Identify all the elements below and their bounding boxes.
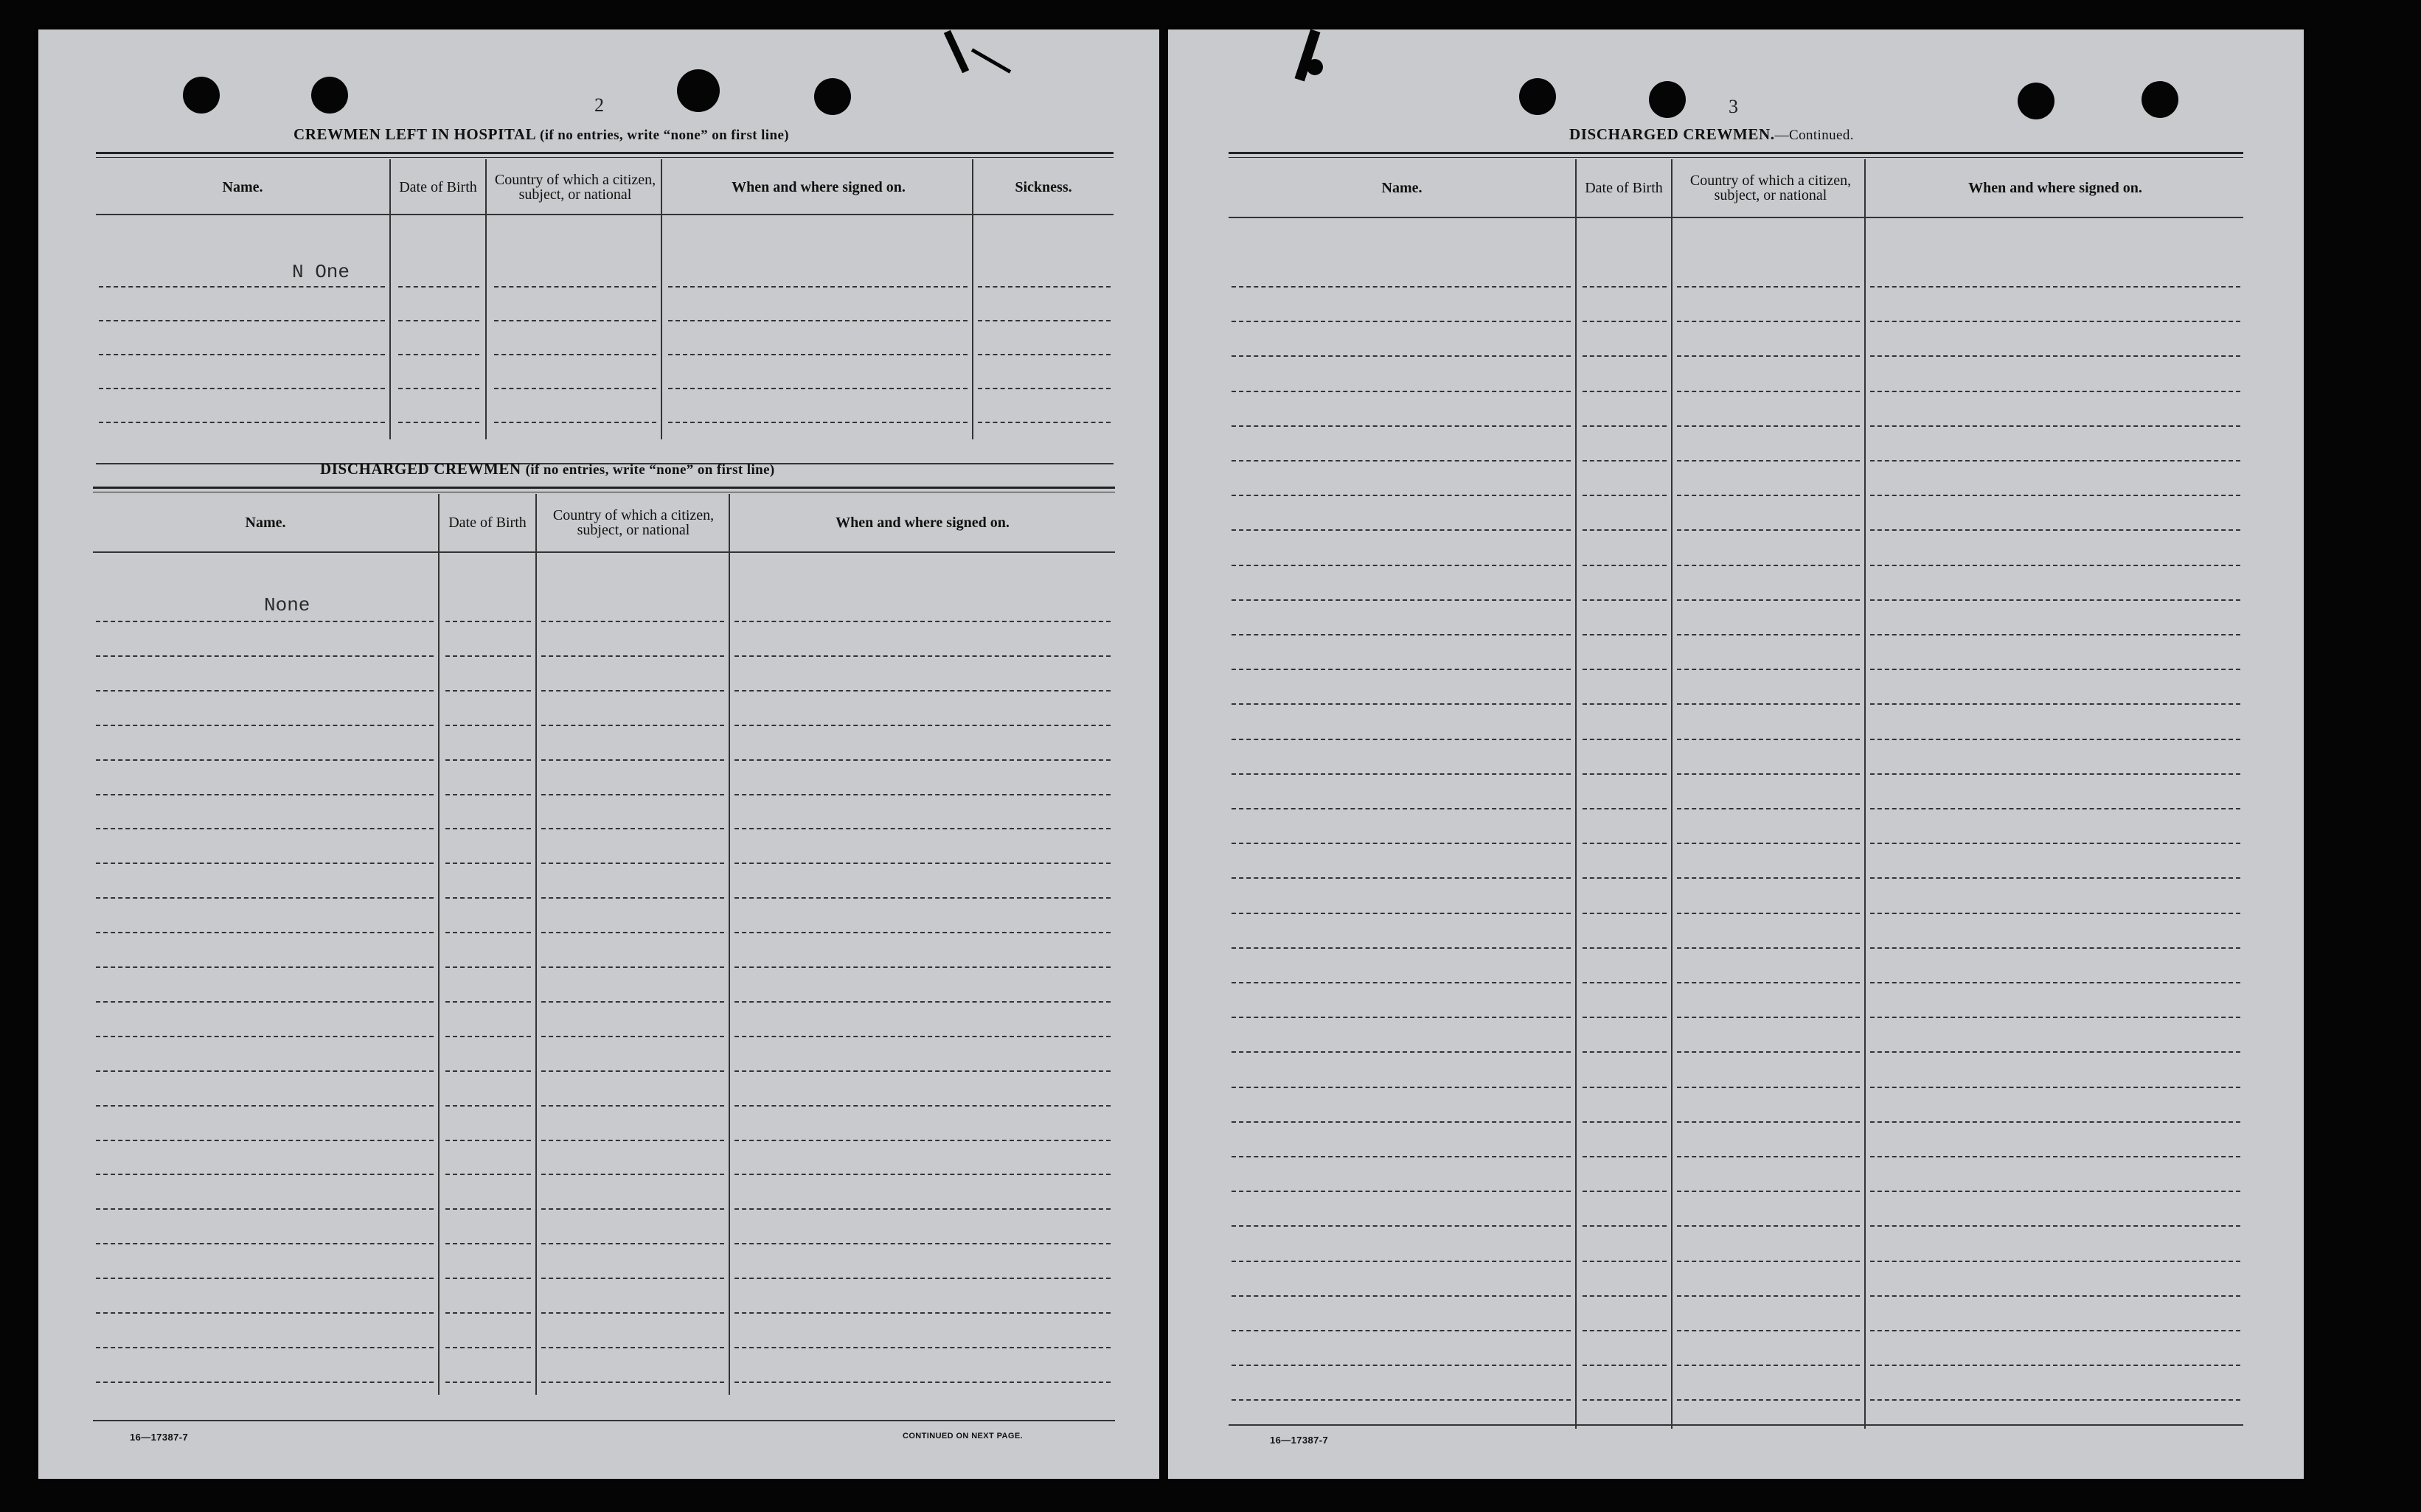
ruled-line (1583, 391, 1667, 392)
ruled-line (1677, 947, 1860, 949)
ruled-line (1677, 982, 1860, 983)
ruled-line (1677, 1399, 1860, 1401)
ruled-line (96, 1036, 434, 1037)
ruled-line (1232, 1261, 1571, 1262)
ruled-line (1583, 1330, 1667, 1331)
ruled-line (541, 690, 724, 691)
ruled-line (99, 422, 385, 423)
ruled-line (1870, 321, 2240, 322)
ruled-line (1677, 739, 1860, 740)
ruled-line (445, 759, 531, 761)
ruled-line (541, 932, 724, 933)
punch-hole (814, 78, 851, 115)
ruled-line (1677, 460, 1860, 461)
ruled-line (494, 422, 656, 423)
ruled-line (494, 320, 656, 321)
ruled-line (541, 1174, 724, 1175)
ruled-line (96, 1001, 434, 1003)
left-page (38, 29, 1159, 1479)
header-sickness: Sickness. (1015, 178, 1072, 195)
ruled-line (1870, 529, 2240, 531)
ruled-line (1583, 1399, 1667, 1401)
ruled-line (1232, 982, 1571, 983)
ruled-line (398, 320, 479, 321)
ruled-line (1870, 1399, 2240, 1401)
ruled-line (96, 1278, 434, 1279)
ruled-line (1870, 739, 2240, 740)
ruled-line (1232, 565, 1571, 566)
punch-hole (677, 69, 720, 112)
form-number: 16—17387-7 (1270, 1435, 1329, 1446)
ruled-line (445, 690, 531, 691)
ruled-line (1583, 1295, 1667, 1297)
ruled-line (1677, 877, 1860, 879)
ruled-line (1583, 1191, 1667, 1192)
ruled-line (1677, 1017, 1860, 1018)
ruled-line (1677, 565, 1860, 566)
ruled-line (1232, 1191, 1571, 1192)
right-section-title (1569, 125, 1854, 144)
ruled-line (1677, 703, 1860, 705)
header-signed-on: When and where signed on. (836, 514, 1010, 531)
ruled-line (445, 1208, 531, 1210)
ruled-line (978, 422, 1111, 423)
ruled-line (1870, 947, 2240, 949)
ruled-line (445, 1140, 531, 1141)
ruled-line (96, 1382, 434, 1383)
ruled-line (1232, 739, 1571, 740)
hospital-section-title (293, 125, 789, 144)
ruled-line (445, 1036, 531, 1037)
ruled-line (541, 1312, 724, 1314)
ruled-line (1677, 773, 1860, 775)
ruled-line (1583, 599, 1667, 601)
ruled-line (734, 655, 1111, 657)
right-page (1168, 29, 2304, 1479)
ruled-line (1583, 321, 1667, 322)
ruled-line (1870, 355, 2240, 357)
ruled-line (1232, 1295, 1571, 1297)
ruled-line (1870, 460, 2240, 461)
ruled-line (1583, 1365, 1667, 1366)
ruled-line (1232, 913, 1571, 914)
ruled-line (1677, 808, 1860, 809)
discharged-section-title (320, 460, 775, 478)
ruled-line (96, 897, 434, 899)
hospital-table (96, 152, 1114, 467)
ruled-line (1677, 529, 1860, 531)
ruled-line (445, 1001, 531, 1003)
ruled-line (1870, 1225, 2240, 1227)
ruled-line (96, 863, 434, 864)
ruled-line (734, 1001, 1111, 1003)
ruled-line (1677, 1330, 1860, 1331)
ruled-line (541, 621, 724, 622)
ruled-line (1232, 634, 1571, 635)
ruled-line (445, 1174, 531, 1175)
ruled-line (1583, 495, 1667, 496)
ruled-line (1232, 669, 1571, 670)
discharged-title-note: (if no entries, write “none” on first line) (525, 462, 775, 478)
ruled-line (494, 354, 656, 355)
ruled-line (445, 1382, 531, 1383)
ruled-line (668, 354, 968, 355)
ruled-line (734, 1070, 1111, 1072)
ruled-line (541, 828, 724, 829)
ruled-line (1870, 1365, 2240, 1366)
ruled-line (96, 655, 434, 657)
ruled-line (1583, 1087, 1667, 1088)
ruled-line (1583, 355, 1667, 357)
ruled-line (96, 1174, 434, 1175)
header-date-of-birth: Date of Birth (399, 179, 477, 195)
ruled-line (1232, 877, 1571, 879)
ruled-line (1232, 1365, 1571, 1366)
ruled-line (1583, 947, 1667, 949)
discharged-first-entry: None (264, 594, 310, 616)
ruled-line (1232, 1330, 1571, 1331)
ruled-line (1677, 1156, 1860, 1157)
ruled-line (96, 1312, 434, 1314)
ruled-line (96, 1208, 434, 1210)
ruled-line (1677, 1087, 1860, 1088)
ruled-line (978, 286, 1111, 288)
ruled-line (445, 1347, 531, 1348)
ruled-line (1583, 460, 1667, 461)
ruled-line (1232, 286, 1571, 288)
ruled-line (668, 422, 968, 423)
ruled-line (96, 828, 434, 829)
header-signed-on: When and where signed on. (1968, 179, 2142, 196)
continued-note: CONTINUED ON NEXT PAGE. (903, 1432, 1024, 1440)
ruled-line (734, 932, 1111, 933)
ruled-line (1583, 739, 1667, 740)
header-country: Country of which a citizen, subject, or national (494, 172, 656, 203)
ruled-line (978, 320, 1111, 321)
ruled-line (1870, 982, 2240, 983)
ruled-line (1583, 634, 1667, 635)
ruled-line (445, 828, 531, 829)
ruled-line (1232, 1399, 1571, 1401)
header-name: Name. (245, 514, 286, 531)
ruled-line (1232, 355, 1571, 357)
ruled-line (734, 863, 1111, 864)
ruled-line (445, 621, 531, 622)
ruled-line (541, 1243, 724, 1244)
ruled-line (1232, 843, 1571, 844)
hospital-first-entry: N One (292, 261, 350, 283)
ruled-line (445, 655, 531, 657)
ruled-line (1870, 1295, 2240, 1297)
ruled-line (734, 725, 1111, 726)
ruled-line (734, 1243, 1111, 1244)
ruled-line (1232, 1225, 1571, 1227)
ruled-line (1870, 913, 2240, 914)
paper-tear (1307, 59, 1323, 75)
ruled-line (734, 1208, 1111, 1210)
ruled-line (445, 1278, 531, 1279)
ruled-line (1870, 634, 2240, 635)
ruled-line (398, 286, 479, 288)
ruled-line (1870, 565, 2240, 566)
ruled-line (1232, 947, 1571, 949)
ruled-line (1870, 286, 2240, 288)
ruled-line (445, 1070, 531, 1072)
ruled-line (1232, 1017, 1571, 1018)
ruled-line (445, 863, 531, 864)
ruled-line (1232, 391, 1571, 392)
ruled-line (1583, 565, 1667, 566)
ruled-line (96, 1243, 434, 1244)
punch-hole (2018, 83, 2054, 119)
ruled-line (99, 320, 385, 321)
ruled-line (445, 794, 531, 795)
ruled-line (96, 1070, 434, 1072)
ruled-line (1232, 460, 1571, 461)
ruled-line (1870, 1156, 2240, 1157)
ruled-line (1870, 1087, 2240, 1088)
paper-tear (971, 48, 1011, 73)
page-number: 2 (594, 94, 604, 116)
ruled-line (1583, 877, 1667, 879)
ruled-line (1870, 599, 2240, 601)
ruled-line (1583, 1121, 1667, 1123)
ruled-line (1583, 1261, 1667, 1262)
ruled-line (1583, 982, 1667, 983)
ruled-line (1677, 391, 1860, 392)
ruled-line (541, 1208, 724, 1210)
punch-hole (1519, 78, 1556, 115)
ruled-line (1677, 669, 1860, 670)
ruled-line (734, 897, 1111, 899)
punch-hole (311, 77, 348, 114)
ruled-line (494, 388, 656, 389)
ruled-line (1870, 391, 2240, 392)
ruled-line (734, 794, 1111, 795)
ruled-line (96, 932, 434, 933)
ruled-line (1870, 425, 2240, 427)
ruled-line (1870, 1051, 2240, 1053)
ruled-line (541, 897, 724, 899)
punch-hole (1649, 81, 1686, 118)
ruled-line (1677, 1295, 1860, 1297)
ruled-line (445, 932, 531, 933)
ruled-line (1677, 1225, 1860, 1227)
ruled-line (1232, 495, 1571, 496)
ruled-line (734, 1382, 1111, 1383)
ruled-line (1583, 1051, 1667, 1053)
right-title-suffix: —Continued. (1774, 128, 1854, 143)
ruled-line (1870, 1017, 2240, 1018)
right-title-text: DISCHARGED CREWMEN. (1569, 125, 1775, 143)
ruled-line (1583, 286, 1667, 288)
punch-hole (183, 77, 220, 114)
hospital-title-text: CREWMEN LEFT IN HOSPITAL (293, 125, 536, 143)
ruled-line (494, 286, 656, 288)
ruled-line (96, 759, 434, 761)
ruled-line (1583, 1017, 1667, 1018)
ruled-line (1232, 703, 1571, 705)
ruled-line (1677, 634, 1860, 635)
paper-tear (944, 30, 969, 74)
ruled-line (1232, 808, 1571, 809)
ruled-line (1232, 1051, 1571, 1053)
ruled-line (1870, 703, 2240, 705)
ruled-line (1232, 1156, 1571, 1157)
ruled-line (1677, 599, 1860, 601)
ruled-line (734, 1105, 1111, 1107)
ruled-line (668, 388, 968, 389)
ruled-line (96, 690, 434, 691)
ruled-line (734, 828, 1111, 829)
header-name: Name. (1381, 179, 1423, 196)
ruled-line (1870, 843, 2240, 844)
ruled-line (445, 966, 531, 968)
ruled-line (99, 286, 385, 288)
ruled-line (541, 1278, 724, 1279)
ruled-line (1583, 913, 1667, 914)
ruled-line (734, 1278, 1111, 1279)
header-country: Country of which a citizen, subject, or national (552, 507, 715, 538)
ruled-line (668, 286, 968, 288)
ruled-line (1870, 495, 2240, 496)
punch-hole (2142, 81, 2178, 118)
ruled-line (541, 1140, 724, 1141)
ruled-line (1677, 321, 1860, 322)
ruled-line (96, 794, 434, 795)
ruled-line (99, 354, 385, 355)
ruled-line (445, 1105, 531, 1107)
hospital-title-note: (if no entries, write “none” on first line) (539, 128, 790, 143)
ruled-line (1870, 1330, 2240, 1331)
ruled-line (541, 1001, 724, 1003)
header-signed-on: When and where signed on. (732, 178, 906, 195)
ruled-line (1583, 425, 1667, 427)
header-name: Name. (222, 178, 263, 195)
ruled-line (1870, 669, 2240, 670)
ruled-line (734, 759, 1111, 761)
ruled-line (1583, 1225, 1667, 1227)
ruled-line (1677, 1365, 1860, 1366)
ruled-line (1583, 843, 1667, 844)
ruled-line (1232, 425, 1571, 427)
header-date-of-birth: Date of Birth (1585, 180, 1663, 196)
ruled-line (1870, 808, 2240, 809)
ruled-line (1232, 599, 1571, 601)
ruled-line (99, 388, 385, 389)
ruled-line (1232, 1087, 1571, 1088)
ruled-line (1583, 773, 1667, 775)
ruled-line (541, 1382, 724, 1383)
ruled-line (1677, 1121, 1860, 1123)
ruled-line (541, 759, 724, 761)
header-date-of-birth: Date of Birth (448, 515, 527, 531)
ruled-line (398, 388, 479, 389)
ruled-line (734, 1036, 1111, 1037)
ruled-line (96, 1347, 434, 1348)
ruled-line (96, 1105, 434, 1107)
ruled-line (96, 621, 434, 622)
ruled-line (734, 1347, 1111, 1348)
ruled-line (1232, 529, 1571, 531)
ruled-line (734, 1140, 1111, 1141)
discharged-continued-table (1229, 152, 2243, 1429)
ruled-line (734, 690, 1111, 691)
page-number: 3 (1729, 96, 1738, 117)
ruled-line (1677, 425, 1860, 427)
ruled-line (541, 794, 724, 795)
ruled-line (541, 655, 724, 657)
ruled-line (1870, 1261, 2240, 1262)
ruled-line (541, 1036, 724, 1037)
ruled-line (398, 354, 479, 355)
ruled-line (1677, 286, 1860, 288)
ruled-line (1232, 773, 1571, 775)
ruled-line (1870, 1121, 2240, 1123)
ruled-line (734, 621, 1111, 622)
ruled-line (541, 1070, 724, 1072)
ruled-line (734, 966, 1111, 968)
ruled-line (96, 966, 434, 968)
ruled-line (1870, 1191, 2240, 1192)
ruled-line (1677, 843, 1860, 844)
ruled-line (1677, 495, 1860, 496)
ruled-line (1870, 773, 2240, 775)
ruled-line (978, 354, 1111, 355)
header-country: Country of which a citizen, subject, or national (1689, 173, 1852, 203)
ruled-line (734, 1312, 1111, 1314)
ruled-line (1870, 877, 2240, 879)
ruled-line (1583, 1156, 1667, 1157)
ruled-line (1232, 321, 1571, 322)
ruled-line (541, 966, 724, 968)
ruled-line (398, 422, 479, 423)
ruled-line (734, 1174, 1111, 1175)
ruled-line (1583, 529, 1667, 531)
ruled-line (1677, 1051, 1860, 1053)
ruled-line (1583, 808, 1667, 809)
form-number: 16—17387-7 (130, 1432, 189, 1443)
ruled-line (1677, 913, 1860, 914)
ruled-line (96, 1140, 434, 1141)
ruled-line (541, 1347, 724, 1348)
ruled-line (541, 863, 724, 864)
ruled-line (445, 1312, 531, 1314)
ruled-line (1677, 1191, 1860, 1192)
discharged-title-text: DISCHARGED CREWMEN (320, 460, 521, 478)
ruled-line (96, 725, 434, 726)
ruled-line (1583, 703, 1667, 705)
ruled-line (978, 388, 1111, 389)
ruled-line (1232, 1121, 1571, 1123)
discharged-table (93, 487, 1115, 1424)
ruled-line (1583, 669, 1667, 670)
ruled-line (445, 725, 531, 726)
ruled-line (541, 1105, 724, 1107)
ruled-line (445, 1243, 531, 1244)
ruled-line (1677, 1261, 1860, 1262)
ruled-line (541, 725, 724, 726)
ruled-line (445, 897, 531, 899)
ruled-line (668, 320, 968, 321)
ruled-line (1677, 355, 1860, 357)
